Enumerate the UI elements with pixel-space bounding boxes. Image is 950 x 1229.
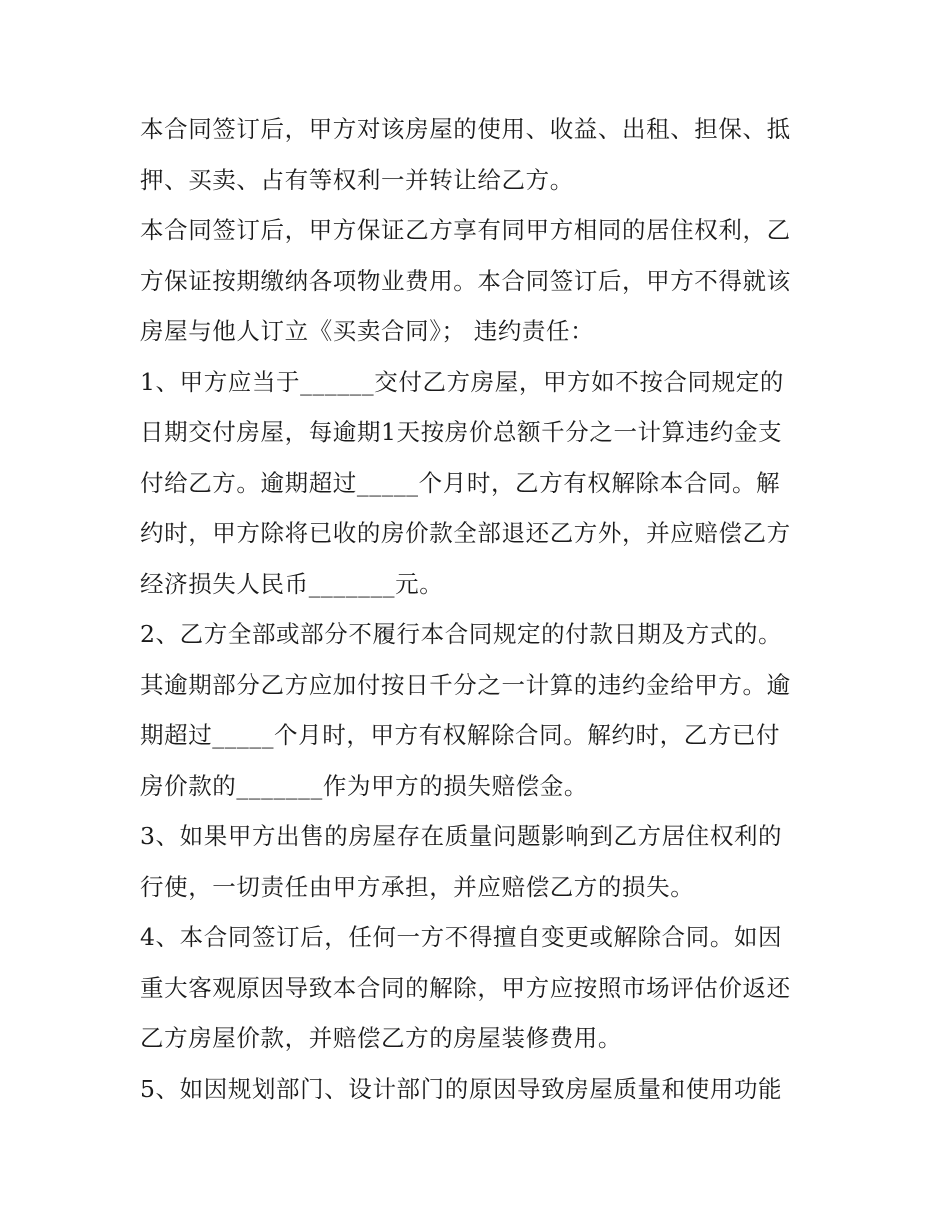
text-line: 3、如果甲方出售的房屋存在质量问题影响到乙方居住权利的: [140, 822, 783, 850]
text-line: 1、甲方应当于______交付乙方房屋，甲方如不按合同规定的: [140, 367, 784, 396]
clause-5: [140, 1064, 820, 1115]
clause-3: [140, 811, 820, 912]
paragraph-residence-rights: [140, 205, 820, 357]
text-line: 2、乙方全部或部分不履行本合同规定的付款日期及方式的。: [140, 620, 783, 648]
clause-1: [140, 357, 820, 610]
text-line: 方保证按期缴纳各项物业费用。本合同签订后，甲方不得就该: [140, 266, 791, 295]
text-line: 付给乙方。逾期超过_____个月时，乙方有权解除本合同。解: [140, 468, 781, 497]
text-line: 其逾期部分乙方应加付按日千分之一计算的违约金给甲方。逾: [140, 670, 791, 699]
clause-2: [140, 609, 820, 811]
text-line: 5、如因规划部门、设计部门的原因导致房屋质量和使用功能: [140, 1074, 783, 1103]
document-body: [140, 104, 820, 1114]
text-line: 约时，甲方除将已收的房价款全部退还乙方外，并应赔偿乙方: [140, 519, 791, 547]
text-line: 本合同签订后，甲方保证乙方享有同甲方相同的居住权利，乙: [140, 216, 791, 244]
text-line: 日期交付房屋，每逾期1天按房价总额千分之一计算违约金支: [140, 418, 783, 446]
text-line: 房价款的_______作为甲方的损失赔偿金。: [140, 771, 588, 800]
text-line: 4、本合同签订后，任何一方不得擅自变更或解除合同。如因: [140, 923, 783, 951]
text-line: 期超过_____个月时，甲方有权解除合同。解约时，乙方已付: [140, 721, 781, 749]
text-line: 乙方房屋价款，并赔偿乙方的房屋装修费用。: [140, 1024, 622, 1052]
text-line: 行使，一切责任由甲方承担，并应赔偿乙方的损失。: [140, 872, 695, 901]
text-line: 房屋与他人订立《买卖合同》； 违约责任：: [140, 317, 595, 345]
clause-4: [140, 912, 820, 1064]
text-line: 重大客观原因导致本合同的解除，甲方应按照市场评估价返还: [140, 973, 791, 1002]
text-line: 经济损失人民币_______元。: [140, 569, 444, 598]
text-line: 本合同签订后，甲方对该房屋的使用、收益、出租、担保、抵: [140, 115, 791, 143]
paragraph-transfer-rights: [140, 104, 820, 205]
text-line: 押、买卖、占有等权利一并转让给乙方。: [140, 165, 574, 194]
